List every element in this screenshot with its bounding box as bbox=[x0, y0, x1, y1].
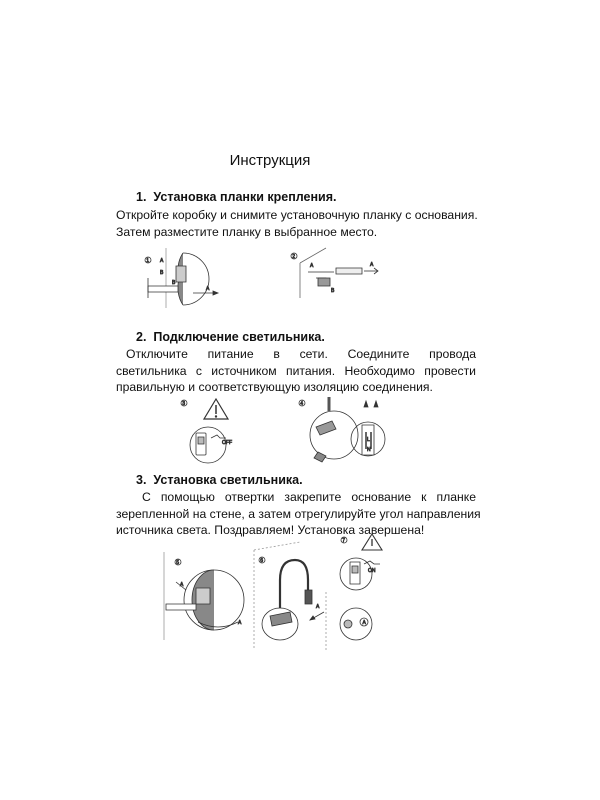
section-2-text bbox=[116, 346, 476, 396]
section-2-heading bbox=[136, 330, 325, 344]
figure-step-1 bbox=[138, 248, 228, 308]
figure-step-2 bbox=[286, 248, 381, 303]
paragraph-line: источника света. Поздравляем! Установка завершена! bbox=[116, 523, 425, 537]
step-number: 5 bbox=[176, 559, 180, 566]
section-number: 1. bbox=[136, 190, 147, 204]
figure-step-4 bbox=[296, 397, 386, 472]
label-a: A bbox=[206, 286, 210, 292]
label-a: A bbox=[238, 620, 242, 626]
step-number: 6 bbox=[260, 557, 264, 564]
page-title: Инструкция bbox=[229, 152, 311, 169]
label-l: L bbox=[367, 437, 370, 443]
label-on: ON bbox=[368, 568, 376, 574]
label-n: N bbox=[367, 447, 371, 453]
paragraph-line: правильную и соответствующую изоляцию соединения. bbox=[116, 380, 433, 394]
step-number: 4 bbox=[300, 400, 304, 407]
section-1-text bbox=[116, 207, 476, 240]
section-heading-text: Установка планки крепления. bbox=[153, 190, 337, 204]
figure-step-5 bbox=[158, 552, 250, 640]
paragraph-line: Откройте коробку и снимите установочную планку с основания. bbox=[116, 208, 478, 222]
paragraph-line: Отключите питание в сети. Соедините провода bbox=[126, 347, 476, 361]
section-1-heading bbox=[136, 190, 336, 204]
step-number: 2 bbox=[292, 253, 296, 260]
figure-step-7 bbox=[322, 532, 397, 650]
label-off: OFF bbox=[222, 440, 232, 446]
label-b: B bbox=[172, 280, 176, 286]
label-b: B bbox=[331, 288, 335, 294]
label-a: A bbox=[316, 604, 320, 610]
figure-step-6 bbox=[250, 540, 330, 650]
label-a: A bbox=[180, 582, 184, 588]
label-a: A bbox=[362, 619, 366, 626]
section-3-text bbox=[116, 489, 481, 539]
section-3-heading bbox=[136, 473, 303, 487]
figure-step-3 bbox=[178, 397, 248, 467]
section-number: 3. bbox=[136, 473, 147, 487]
section-heading-text: Установка светильника. bbox=[153, 473, 303, 487]
paragraph-line: зерепленной на стене, а затем отрегулируйте угол направления bbox=[116, 506, 481, 521]
label-a: A bbox=[370, 262, 374, 268]
label-a: A bbox=[160, 258, 164, 264]
step-number: 7 bbox=[342, 537, 346, 544]
paragraph-line: Затем разместите планку в выбранное место. bbox=[116, 224, 378, 239]
label-b: B bbox=[160, 270, 164, 276]
paragraph-line: С помощью отвертки закрепите основание к планке bbox=[142, 490, 476, 504]
step-number: 3 bbox=[182, 400, 186, 407]
section-heading-text: Подключение светильника. bbox=[153, 330, 325, 344]
step-number: 1 bbox=[146, 257, 150, 264]
section-number: 2. bbox=[136, 330, 147, 344]
label-a: A bbox=[310, 263, 314, 269]
paragraph-line: светильника с источником питания. Необходимо провести bbox=[116, 363, 476, 378]
